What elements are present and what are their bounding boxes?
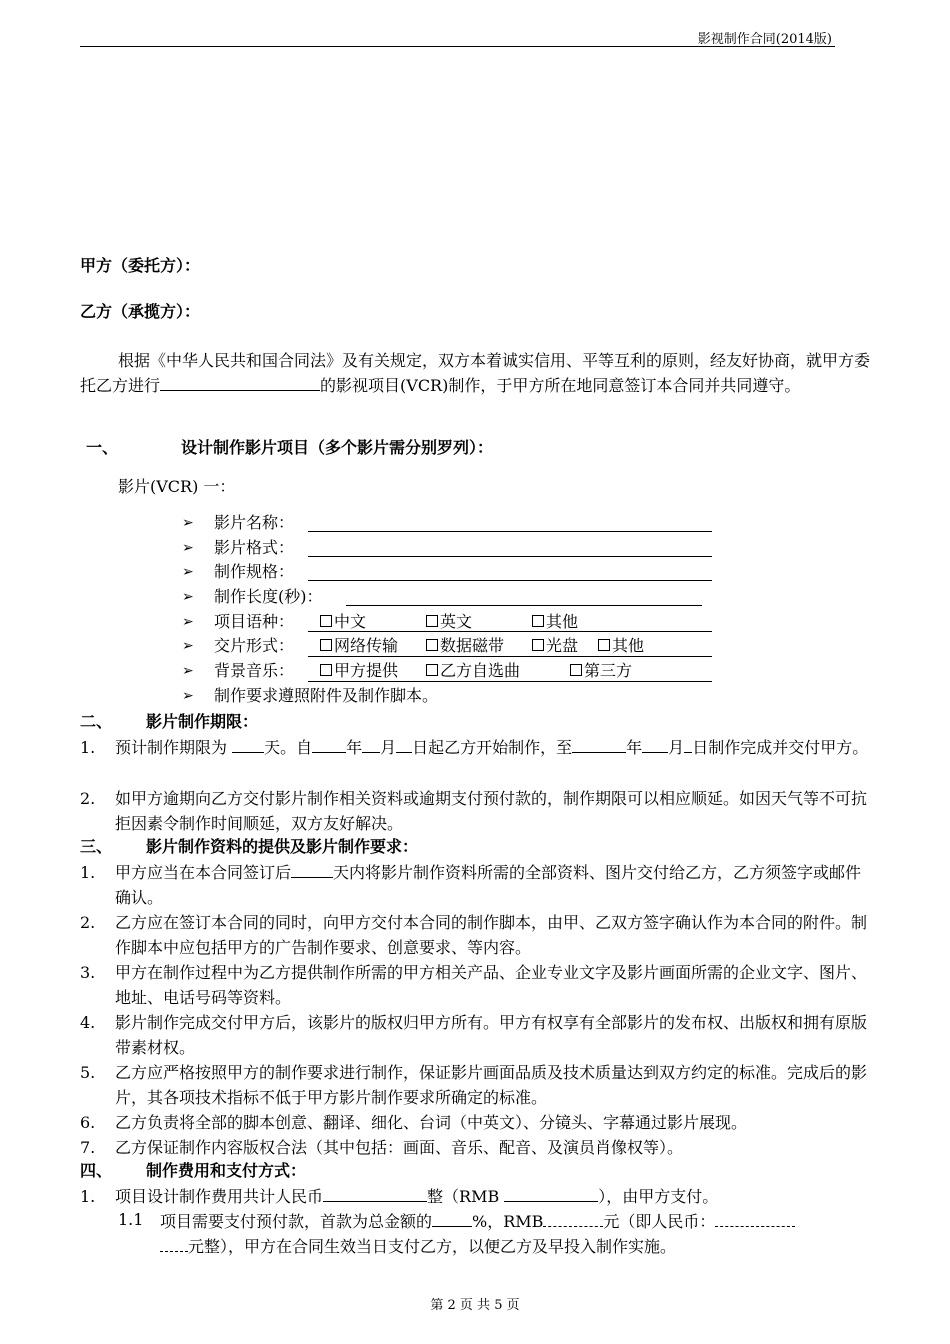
list-number: 1. xyxy=(80,863,96,882)
bullet-icon: ➢ xyxy=(182,688,194,704)
option-label: 第三方 xyxy=(584,661,633,680)
film-name-label: 影片名称： xyxy=(214,513,295,532)
film-name-field[interactable] xyxy=(308,531,712,532)
production-spec-label: 制作规格： xyxy=(214,562,295,581)
days-blank[interactable] xyxy=(232,735,264,753)
delivery-option-network[interactable] xyxy=(320,635,398,657)
film-format-label: 影片格式： xyxy=(214,538,295,557)
language-label: 项目语种： xyxy=(214,612,295,631)
section-2-heading xyxy=(80,711,258,733)
end-month-blank[interactable] xyxy=(642,735,668,753)
clause-text: 年 xyxy=(346,738,363,757)
materials-clause xyxy=(115,860,873,910)
intro-paragraph xyxy=(80,348,870,398)
option-label: 其他 xyxy=(612,636,645,655)
creative-clause: 乙方负责将全部的脚本创意、翻译、细化、台词（中英文）、分镜头、字幕通过影片展现。 xyxy=(115,1113,748,1132)
list-number: 2. xyxy=(80,789,96,808)
bullet-icon: ➢ xyxy=(182,540,194,556)
clause-text: %，RMB xyxy=(472,1212,544,1231)
checkbox-icon xyxy=(320,639,332,651)
project-name-blank[interactable] xyxy=(160,373,320,391)
checkbox-icon xyxy=(320,615,332,627)
script-clause: 乙方应在签订本合同的同时，向甲方交付本合同的制作脚本，由甲、乙双方签字确认作为本合同的附件。制作脚本中应包括甲方的广告制作要求、创意要求、等内容。 xyxy=(115,913,868,957)
clause-text: 元（即人民币： xyxy=(603,1212,716,1231)
list-number: 1.1 xyxy=(118,1210,144,1229)
advance-payment-clause-cont xyxy=(160,1234,676,1258)
option-label: 英文 xyxy=(440,612,473,631)
list-number: 3. xyxy=(80,963,96,982)
start-day-blank[interactable] xyxy=(396,735,412,753)
clause-text: 月 xyxy=(668,738,685,757)
list-number: 1. xyxy=(80,1187,96,1206)
option-label: 网络传输 xyxy=(334,636,399,655)
section-4-number: 四、 xyxy=(80,1161,113,1180)
language-option-english[interactable] xyxy=(426,611,472,633)
delivery-option-disc[interactable] xyxy=(532,635,578,657)
advance-payment-clause xyxy=(160,1209,795,1233)
clause-text: ），由甲方支付。 xyxy=(598,1187,719,1206)
clause-text: 年 xyxy=(626,738,643,757)
section-2-title: 影片制作期限： xyxy=(146,712,259,731)
clause-text: 日起乙方开始制作，至 xyxy=(412,738,573,757)
option-label: 中文 xyxy=(334,612,367,631)
party-b-label: 乙方（承揽方）： xyxy=(80,302,201,321)
bullet-icon: ➢ xyxy=(182,614,194,630)
clause-text: 日制作完成并交付甲方。 xyxy=(692,738,869,757)
party-a-label: 甲方（委托方）： xyxy=(80,256,201,275)
end-year-blank[interactable] xyxy=(572,735,626,753)
section-4-heading xyxy=(80,1160,306,1182)
section-3-number: 三、 xyxy=(80,837,113,856)
copyright-clause: 影片制作完成交付甲方后，该影片的版权归甲方所有。甲方有权享有全部影片的发布权、出版权和拥有原版带素材权。 xyxy=(115,1013,868,1057)
production-requirement-note: 制作要求遵照附件及制作脚本。 xyxy=(214,686,439,705)
language-option-chinese[interactable] xyxy=(320,611,366,633)
bullet-icon: ➢ xyxy=(182,638,194,654)
fee-rmb-words-blank[interactable] xyxy=(323,1184,427,1202)
checkbox-icon xyxy=(532,639,544,651)
schedule-clause xyxy=(115,735,873,760)
list-number: 5. xyxy=(80,1063,96,1082)
checkbox-icon xyxy=(598,639,610,651)
production-length-label: 制作长度(秒)： xyxy=(214,587,323,606)
bullet-icon: ➢ xyxy=(182,515,194,531)
option-label: 光盘 xyxy=(546,636,579,655)
language-underline xyxy=(308,631,712,632)
section-2-number: 二、 xyxy=(80,712,113,731)
clause-text: 天内将影片制作资料所需的全部资料、图片交付给乙方，乙方须签字或邮件确认。 xyxy=(115,863,862,907)
music-option-third-party[interactable] xyxy=(570,660,632,682)
film-format-field[interactable] xyxy=(308,556,712,557)
legal-content-clause: 乙方保证制作内容版权合法（其中包括：画面、音乐、配音、及演员肖像权等）。 xyxy=(115,1138,684,1157)
header-rule xyxy=(80,46,835,47)
section-3-title: 影片制作资料的提供及影片制作要求： xyxy=(146,837,419,856)
option-label: 甲方提供 xyxy=(334,661,399,680)
end-day-blank[interactable] xyxy=(684,735,692,753)
clause-text: 甲方应当在本合同签订后 xyxy=(115,863,292,882)
clause-text: 月 xyxy=(380,738,397,757)
materials-provision-clause: 甲方在制作过程中为乙方提供制作所需的甲方相关产品、企业专业文字及影片画面所需的企业文字、图片、地址、电话号码等资料。 xyxy=(115,963,868,1007)
advance-rmb-words-blank[interactable] xyxy=(715,1209,795,1227)
background-music-label: 背景音乐： xyxy=(214,661,295,680)
clause-text: 项目设计制作费用共计人民币 xyxy=(115,1187,324,1206)
clause-text: 项目需要支付预付款，首款为总金额的 xyxy=(160,1212,433,1231)
bullet-icon: ➢ xyxy=(182,589,194,605)
bullet-icon: ➢ xyxy=(182,663,194,679)
advance-rmb-amount-blank[interactable] xyxy=(543,1209,603,1227)
section-4-title: 制作费用和支付方式： xyxy=(146,1161,307,1180)
start-year-blank[interactable] xyxy=(312,735,346,753)
list-number: 4. xyxy=(80,1013,96,1032)
materials-days-blank[interactable] xyxy=(291,860,333,878)
list-number: 1. xyxy=(80,738,96,757)
clause-text: 整（RMB xyxy=(427,1187,505,1206)
list-number: 7. xyxy=(80,1138,96,1157)
clause-text: 预计制作期限为 xyxy=(115,738,233,757)
fee-clause xyxy=(115,1184,873,1209)
delivery-option-tape[interactable] xyxy=(426,635,504,657)
bullet-icon: ➢ xyxy=(182,564,194,580)
header-title: 影视制作合同(2014版) xyxy=(697,32,832,47)
list-number: 2. xyxy=(80,913,96,932)
advance-percent-blank[interactable] xyxy=(432,1209,472,1227)
section-3-heading xyxy=(80,836,418,858)
checkbox-icon xyxy=(570,664,582,676)
checkbox-icon xyxy=(532,615,544,627)
section-1-heading xyxy=(80,437,493,459)
delivery-format-label: 交片形式： xyxy=(214,636,295,655)
option-label: 数据磁带 xyxy=(440,636,505,655)
advance-rmb-words-blank-cont[interactable] xyxy=(160,1234,188,1252)
section-1-title: 设计制作影片项目（多个影片需分别罗列）： xyxy=(181,438,494,457)
checkbox-icon xyxy=(426,664,438,676)
intro-text-1: 根据《中华人民共和国合同法》及有关规定，双方本着诚实信用、平等互利的原则，经友好协商，就甲方委托乙方进行 xyxy=(80,351,871,395)
film-label: 影片(VCR) 一： xyxy=(118,477,236,496)
checkbox-icon xyxy=(426,615,438,627)
delivery-option-other[interactable] xyxy=(598,635,644,657)
production-spec-field[interactable] xyxy=(308,580,712,581)
music-option-party-a[interactable] xyxy=(320,660,398,682)
quality-clause: 乙方应严格按照甲方的制作要求进行制作，保证影片画面品质及技术质量达到双方约定的标准。完成后的影片，其各项技术指标不低于甲方影片制作要求所确定的标准。 xyxy=(115,1063,868,1107)
option-label: 乙方自选曲 xyxy=(440,661,521,680)
intro-text-2: 的影视项目(VCR)制作，于甲方所在地同意签订本合同并共同遵守。 xyxy=(320,376,801,395)
section-1-number: 一、 xyxy=(86,438,119,457)
checkbox-icon xyxy=(426,639,438,651)
list-number: 6. xyxy=(80,1113,96,1132)
option-label: 其他 xyxy=(546,612,579,631)
clause-text: 元整），甲方在合同生效当日支付乙方，以便乙方及早投入制作实施。 xyxy=(188,1237,677,1256)
checkbox-icon xyxy=(320,664,332,676)
production-length-field[interactable] xyxy=(346,605,702,606)
delay-clause: 如甲方逾期向乙方交付影片制作相关资料或逾期支付预付款的，制作期限可以相应顺延。如因天气等不可抗拒因素令制作时间顺延，双方友好解决。 xyxy=(115,789,868,833)
fee-rmb-amount-blank[interactable] xyxy=(504,1184,598,1202)
music-option-party-b[interactable] xyxy=(426,660,520,682)
clause-text: 天。自 xyxy=(264,738,313,757)
start-month-blank[interactable] xyxy=(362,735,380,753)
language-option-other[interactable] xyxy=(532,611,578,633)
page-number: 第 2 页 共 5 页 xyxy=(430,1298,520,1313)
